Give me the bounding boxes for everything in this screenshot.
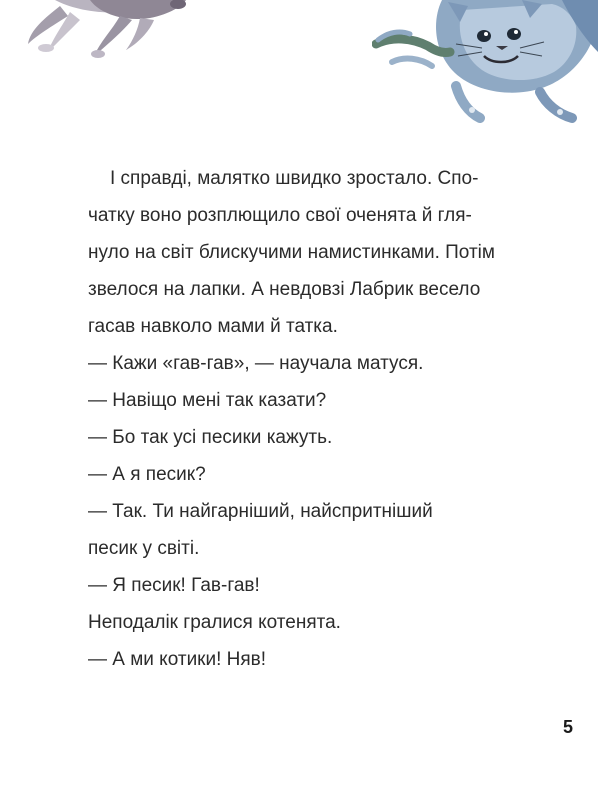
kitten-paws-illustration: [0, 0, 230, 80]
dialogue-line: [88, 345, 528, 382]
text-line: — Я песик! Гав-гав!: [88, 575, 260, 596]
text-line: песик у світі.: [88, 538, 200, 559]
dialogue-line: [88, 641, 528, 678]
dialogue-line: [88, 419, 528, 456]
text-line: — А ми котики! Няв!: [88, 649, 267, 670]
text-line: — Кажи «гав-гав», — научала матуся.: [88, 353, 424, 374]
text-line: — Так. Ти найгарніший, найспритніший: [88, 501, 433, 522]
story-text: [88, 160, 528, 678]
text-line: звелося на лапки. А невдовзі Лабрик весело: [88, 279, 481, 300]
dialogue-line: [88, 382, 528, 419]
text-line: Неподалік гралися котенята.: [88, 612, 341, 633]
text-line: І справді, малятко швидко зростало. Спо-: [110, 168, 479, 189]
text-line: нуло на світ блискучими намистинками. Потім: [88, 242, 495, 263]
text-line: чатку воно розплющило свої оченята й гля-: [88, 205, 472, 226]
dialogue-line: [88, 493, 528, 567]
text-line: — А я песик?: [88, 464, 206, 485]
text-line: гасав навколо мами й татка.: [88, 316, 338, 337]
grey-kitten-illustration: [372, 0, 600, 124]
narration-paragraph: [88, 160, 528, 345]
page-number: 5: [563, 717, 574, 737]
dialogue-line: [88, 456, 528, 493]
text-line: — Навіщо мені так казати?: [88, 390, 327, 411]
dialogue-line: [88, 567, 528, 604]
text-line: — Бо так усі песики кажуть.: [88, 427, 333, 448]
narration-line: [88, 604, 528, 641]
